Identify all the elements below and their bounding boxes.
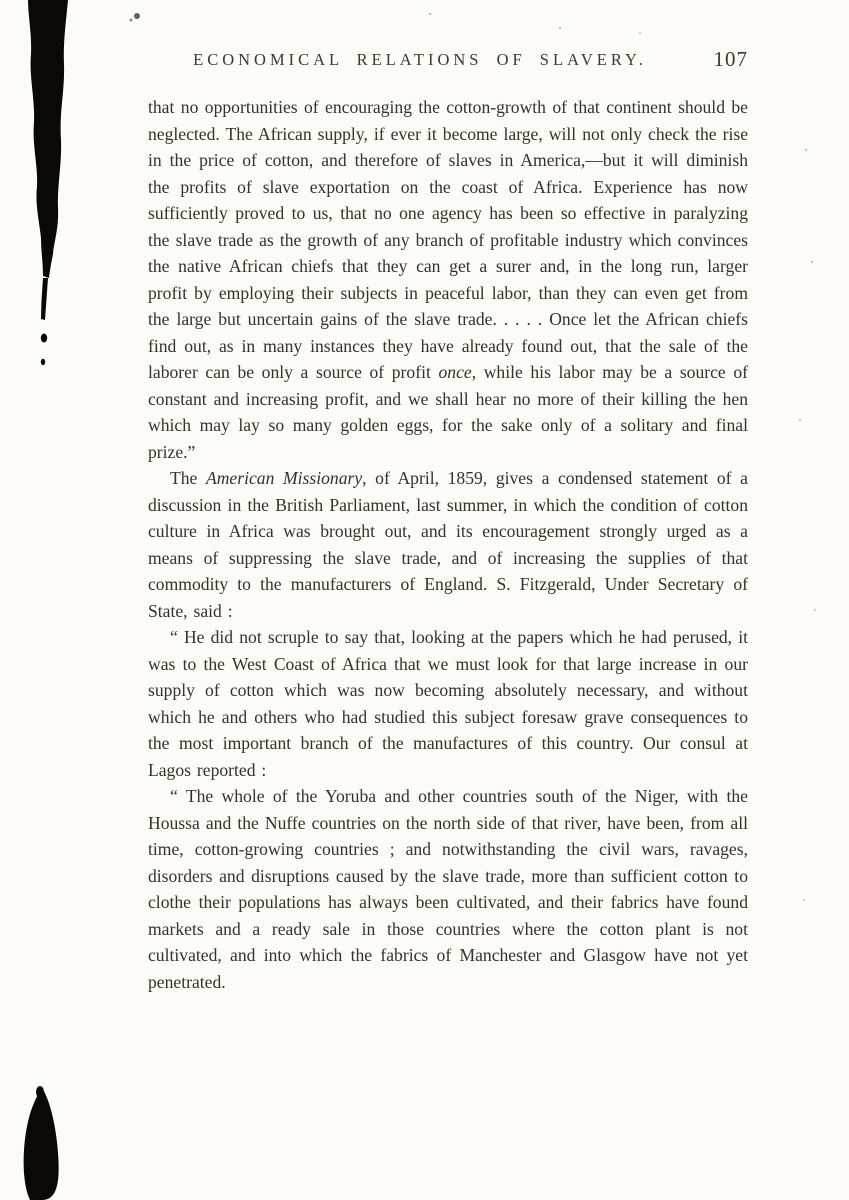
paragraph	[148, 783, 748, 995]
page-number: 107	[713, 47, 748, 71]
paragraph	[148, 624, 748, 783]
text-segment: , of April, 1859, gives a condensed statement of a discussion in the British Parliament, last summer, in which the condition of cotton culture in Africa was brought out, and its encouragement strongly urged as a means of suppressing the slave trade, and of increasing the supplies of that commodity to the manufacturers of England. S. Fitzgerald, Under Secretary of State, said :	[148, 468, 748, 621]
italic-text-segment: once	[438, 362, 472, 382]
page-header-title: ECONOMICAL RELATIONS OF SLAVERY.	[193, 50, 647, 69]
text-segment: “ He did not scruple to say that, looking at the papers which he had perused, it was to the West Coast of Africa that we must look for that large increase in our supply of cotton which was now becoming absolutely necessary, and without which he and others who had studied this subject foresaw grave consequences to the most important branch of the manufactures of this country. Our consul at Lagos reported :	[148, 627, 748, 780]
paragraph	[148, 465, 748, 624]
text-segment: The	[170, 468, 206, 488]
italic-text-segment: American Missionary	[205, 468, 363, 488]
text-segment: , while his labor may be a source of constant and increasing profit, and we shall hear no more of their killing the hen which may lay so many golden eggs, for the sake only of a solitary and final prize.”	[148, 362, 749, 462]
text-segment: “ The whole of the Yoruba and other countries south of the Niger, with the Houssa and the Nuffe countries on the north side of that river, have been, from all time, cotton-growing countries ; and notwithstanding the civil wars, ravages, disorders and disruptions caused by the slave trade, more than sufficient cotton to clothe their populations has always been cultivated, and their fabrics have found markets and a ready sale in those countries where the cotton plant is not cultivated, and into which the fabrics of Manchester and Glasgow have not yet penetrated.	[148, 786, 748, 992]
text-column	[148, 94, 748, 995]
paragraph	[148, 94, 748, 465]
ink-blot-bottom-left	[24, 1086, 59, 1200]
ink-blot-top-left	[28, 0, 68, 365]
running-header	[148, 47, 748, 80]
text-segment: that no opportunities of encouraging the cotton-growth of that continent should be neglected. The African supply, if ever it become large, will not only check the rise in the price of cotton, and therefore of slaves in America,—but it will diminish the profits of slave exportation on the coast of Africa. Experience has now sufficiently proved to us, that no one agency has been so effective in paralyzing the slave trade as the growth of any branch of profitable industry which convinces the native African chiefs that they can get a surer and, in the long run, larger profit by employing their subjects in peaceful labor, than they can even get from the large but uncertain gains of the slave trade. . . . . Once let the African chiefs find out, as in many instances they have already found out, that the sale of the laborer can be only a source of profit	[148, 97, 748, 382]
